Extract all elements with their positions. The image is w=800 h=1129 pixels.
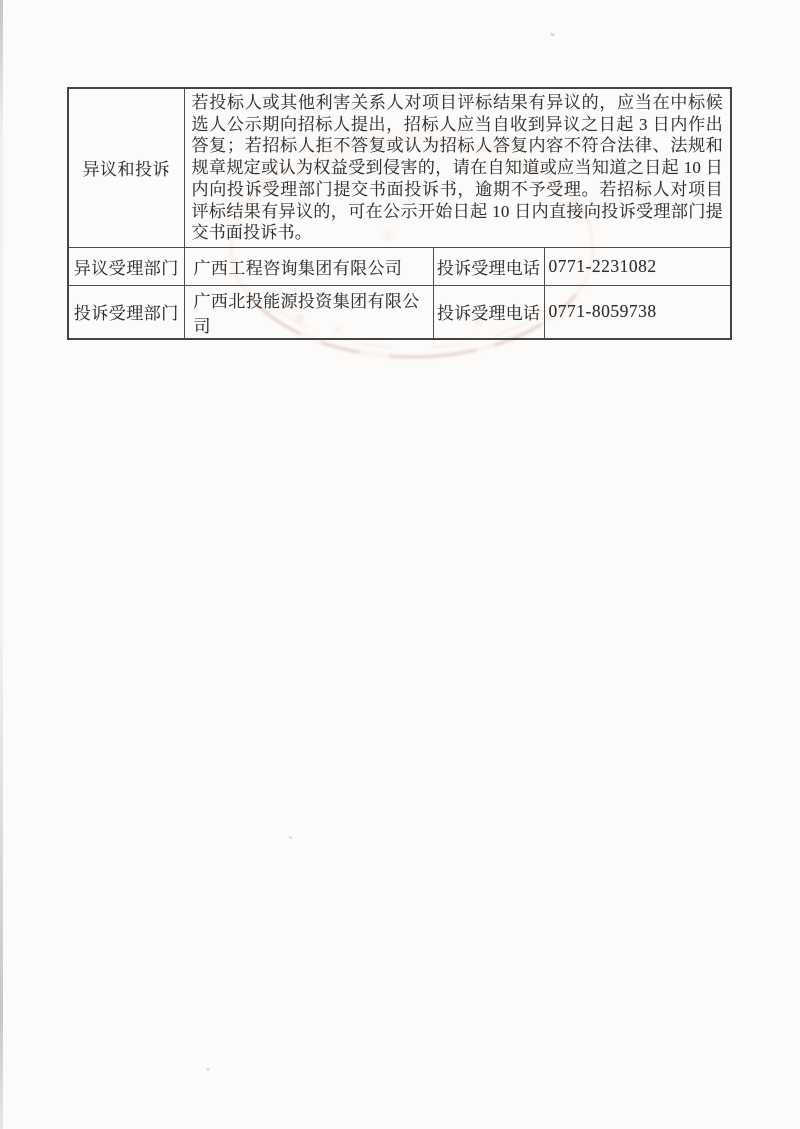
row-label-cell — [68, 247, 184, 285]
department-cell — [184, 285, 433, 339]
phone-number-cell — [544, 247, 731, 285]
objection-dept-name: 广西工程咨询集团有限公司 — [193, 258, 403, 278]
scan-speck — [550, 32, 556, 37]
row-label-cell — [68, 285, 184, 339]
scan-speck — [289, 836, 292, 839]
phone-label: 投诉受理电话 — [436, 258, 541, 278]
department-cell — [184, 247, 433, 285]
phone-label-cell — [433, 285, 544, 339]
scan-speck — [206, 1068, 210, 1071]
phone-label-cell — [433, 247, 544, 285]
table-row-objection-department — [68, 247, 731, 285]
phone-number: 0771-8059738 — [548, 301, 657, 322]
phone-number: 0771-2231082 — [548, 255, 657, 276]
phone-number-cell — [544, 285, 731, 339]
table-row-objection — [68, 88, 731, 247]
objection-row-label: 异议和投诉 — [82, 160, 170, 180]
complaint-dept-label: 投诉受理部门 — [73, 304, 179, 324]
objection-dept-label: 异议受理部门 — [73, 258, 179, 278]
objection-text: 若投标人或其他利害关系人对项目评标结果有异议的，应当在中标候选人公示期向招标人提出，招标人应当自收到异议之日起 3 日内作出答复；若招标人拒不答复或认为招标人答复内容不符合法律、法规和规章规定或认为权益受到侵害的，请在自知道或应当知道之日起 10 日内向投诉受理部门提交书面投诉书，逾期不予受理。若招标人对项目评标结果有异议的，可在公示开始日起 10 日内直接向投诉受理部门提交书面投诉书。 — [191, 93, 723, 243]
objection-complaint-table — [67, 87, 732, 340]
scan-edge-artifact — [0, 0, 3, 1129]
table-row-complaint-department — [68, 285, 731, 339]
complaint-dept-name: 广西北投能源投资集团有限公司 — [193, 291, 420, 336]
phone-label: 投诉受理电话 — [436, 304, 541, 324]
row-label-cell — [68, 88, 184, 247]
objection-text-cell — [184, 88, 731, 247]
